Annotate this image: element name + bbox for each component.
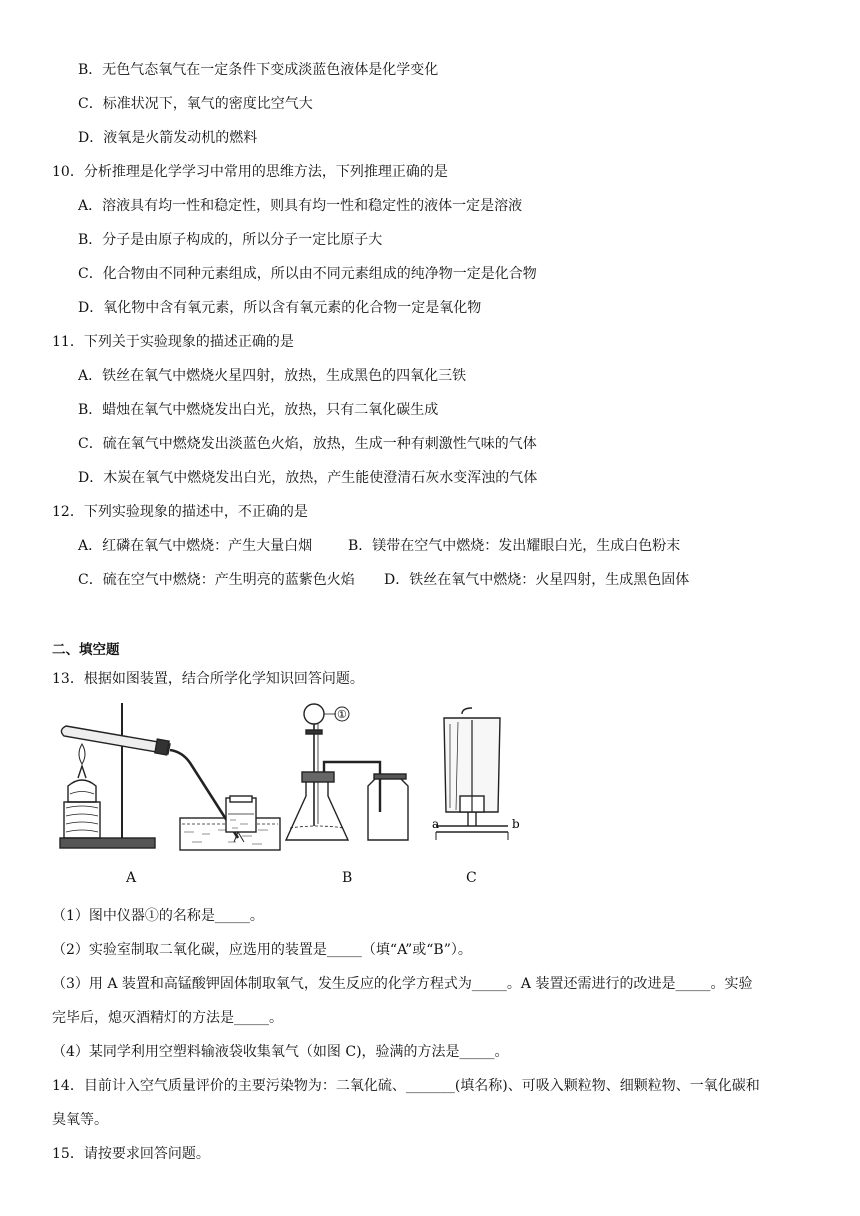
q13-part-2: （2）实验室制取二氧化碳，应选用的装置是_____（填“A”或“B”）。 — [52, 942, 472, 958]
q12-option-a: A．红磷在氧气中燃烧：产生大量白烟 — [78, 538, 313, 554]
q11-option-c: C．硫在氧气中燃烧发出淡蓝色火焰，放热，生成一种有刺激性气味的气体 — [78, 436, 537, 452]
apparatus-figure — [52, 700, 532, 865]
q12-option-d: D．铁丝在氧气中燃烧：火星四射，生成黑色固体 — [384, 572, 690, 588]
q10-option-c: C．化合物由不同种元素组成，所以由不同元素组成的纯净物一定是化合物 — [78, 266, 537, 282]
q12-option-b: B．镁带在空气中燃烧：发出耀眼白光，生成白色粉末 — [348, 538, 681, 554]
q13-part-4: （4）某同学利用空塑料输液袋收集氧气（如图 C)，验满的方法是_____。 — [52, 1044, 509, 1060]
figure-label-c: C — [466, 870, 477, 886]
q10-option-b: B．分子是由原子构成的，所以分子一定比原子大 — [78, 232, 383, 248]
q9-option-c: C．标准状况下，氧气的密度比空气大 — [78, 96, 313, 112]
q12-option-c: C．硫在空气中燃烧：产生明亮的蓝紫色火焰 — [78, 572, 355, 588]
q9-option-d: D．液氧是火箭发动机的燃料 — [78, 130, 258, 146]
apparatus-b — [286, 704, 408, 840]
apparatus-a — [60, 703, 280, 850]
q10-stem: 10．分析推理是化学学习中常用的思维方法，下列推理正确的是 — [52, 164, 448, 180]
port-a-label: a — [432, 817, 440, 831]
instrument-mark-1: ① — [337, 708, 347, 721]
figure-label-b: B — [342, 870, 353, 886]
q13-part-1: （1）图中仪器①的名称是_____。 — [52, 908, 264, 924]
q11-stem: 11．下列关于实验现象的描述正确的是 — [52, 334, 294, 350]
q10-option-a: A．溶液具有均一性和稳定性，则具有均一性和稳定性的液体一定是溶液 — [78, 198, 523, 214]
q13-part-3-line2: 完毕后，熄灭酒精灯的方法是_____。 — [52, 1010, 283, 1026]
q13-stem: 13．根据如图装置，结合所学化学知识回答问题。 — [52, 671, 364, 687]
q9-option-b: B．无色气态氧气在一定条件下变成淡蓝色液体是化学变化 — [78, 62, 439, 78]
q15-stem: 15．请按要求回答问题。 — [52, 1146, 210, 1162]
q12-stem: 12．下列实验现象的描述中，不正确的是 — [52, 504, 308, 520]
port-b-label: b — [512, 817, 520, 831]
figure-label-a: A — [126, 870, 137, 886]
q11-option-b: B．蜡烛在氧气中燃烧发出白光，放热，只有二氧化碳生成 — [78, 402, 439, 418]
q10-option-d: D．氧化物中含有氧元素，所以含有氧元素的化合物一定是氧化物 — [78, 300, 482, 316]
q14-line2: 臭氧等。 — [52, 1112, 108, 1128]
q11-option-a: A．铁丝在氧气中燃烧火星四射，放热，生成黑色的四氧化三铁 — [78, 368, 467, 384]
q11-option-d: D．木炭在氧气中燃烧发出白光，放热，产生能使澄清石灰水变浑浊的气体 — [78, 470, 538, 486]
apparatus-c — [436, 708, 508, 840]
section-title: 二、填空题 — [52, 642, 120, 658]
q14-line1: 14．目前计入空气质量评价的主要污染物为：二氧化硫、_______(填名称)、可吸入颗粒物、细颗粒物、一氧化碳和 — [52, 1078, 760, 1094]
q13-part-3-line1: （3）用 A 装置和高锰酸钾固体制取氧气，发生反应的化学方程式为_____。A 装置还需进行的改进是_____。实验 — [52, 976, 753, 992]
